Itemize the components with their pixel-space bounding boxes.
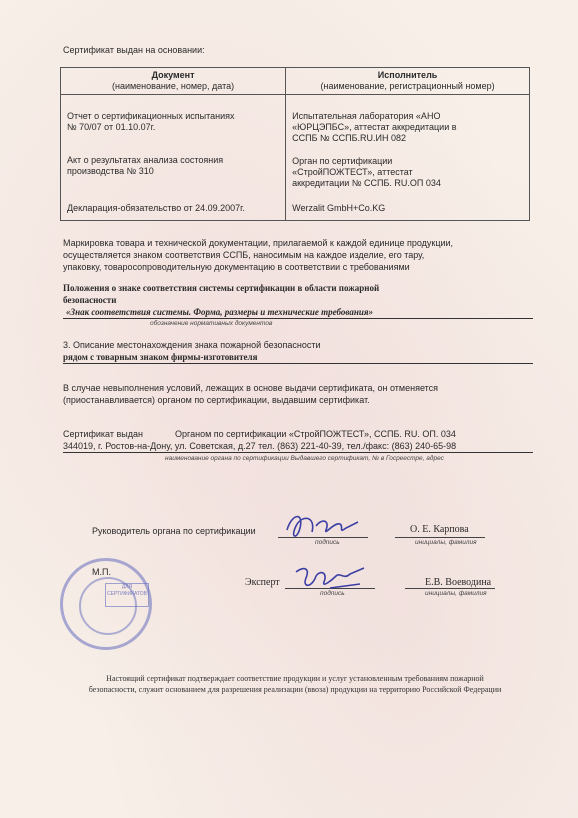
basis-table	[60, 67, 530, 221]
doc-line: Отчет о сертификационных испытаниях	[67, 111, 235, 121]
location-heading: 3. Описание местонахождения знака пожарной безопасности	[63, 340, 321, 350]
document-cell	[61, 95, 286, 221]
exec-line: Орган по сертификации	[292, 156, 393, 166]
issued-value: Органом по сертификации «СтройПОЖТЕСТ», ССПБ. RU. ОП. 034	[175, 429, 456, 439]
marking-line: Маркировка товара и технической документации, прилагаемой к каждой единице продукции,	[63, 238, 454, 248]
col-document-subtitle: (наименование, номер, дата)	[111, 81, 235, 91]
expert-signature-caption: подпись	[320, 590, 345, 597]
footer-line: Настоящий сертификат подтверждает соответствие продукции и услуг установленным требованиям пожарной	[106, 674, 484, 683]
col-document-title: Документ	[151, 70, 195, 80]
regulation-standard: «Знак соответствия системы. Форма, размеры и технические требования»	[63, 306, 533, 319]
head-name: О. Е. Карпова	[410, 524, 469, 535]
doc-line: производства № 310	[67, 166, 154, 176]
footer-text	[40, 673, 550, 695]
expert-name: Е.В. Воеводина	[425, 577, 492, 588]
table-row	[61, 95, 530, 221]
expert-label: Эксперт	[245, 577, 280, 588]
stamp-label: М.П.	[92, 567, 111, 577]
regulation-caption: обозначение нормативных документов	[150, 320, 273, 327]
col-executor-title: Исполнитель	[377, 70, 438, 80]
issued-label: Сертификат выдан	[63, 429, 143, 439]
marking-line: упаковку, товаросопроводительную документацию в соответствии с требованиями	[63, 262, 410, 272]
executor-cell	[286, 95, 530, 221]
expert-name-caption: инициалы, фамилия	[425, 590, 487, 597]
regulation-block	[63, 282, 533, 319]
issued-address: 344019, г. Ростов-на-Дону, ул. Советская, д.27 тел. (863) 221-40-39, тел./факс: (863) 240-65-98	[63, 440, 533, 453]
table-header-row	[61, 68, 530, 95]
location-value: рядом с товарным знаком фирмы-изготовителя	[63, 351, 533, 364]
exec-line: «ЮРЦЭПБС», аттестат аккредитации в	[292, 122, 457, 132]
exec-line: ССПБ № ССПБ.RU.ИН 082	[292, 133, 406, 143]
cancel-line: В случае невыполнения условий, лежащих в основе выдачи сертификата, он отменяется	[63, 383, 439, 393]
regulation-line: Положения о знаке соответствия системы сертификации в области пожарной	[63, 283, 380, 293]
regulation-line: безопасности	[63, 295, 117, 305]
exec-line: аккредитации № ССПБ. RU.ОП 034	[292, 178, 441, 188]
col-executor-header	[286, 68, 530, 95]
exec-line: Испытательная лаборатория «АНО	[292, 111, 441, 121]
cancel-paragraph	[63, 382, 533, 406]
intro-text: Сертификат выдан на основании:	[63, 45, 205, 55]
doc-line: № 70/07 от 01.10.07г.	[67, 122, 156, 132]
head-name-line	[395, 537, 485, 538]
seal-text: ДЛЯ СЕРТИФИКАТОВ	[105, 583, 149, 607]
expert-name-line	[405, 588, 495, 589]
doc-line: Акт о результатах анализа состояния	[67, 155, 224, 165]
marking-paragraph	[63, 237, 533, 273]
exec-line: Werzalit GmbH+Co.KG	[292, 203, 386, 213]
col-executor-subtitle: (наименование, регистрационный номер)	[320, 81, 495, 91]
head-name-caption: инициалы, фамилия	[415, 539, 477, 546]
head-label: Руководитель органа по сертификации	[92, 526, 256, 536]
cancel-line: (приостанавливается) органом по сертификации, выдавшим сертификат.	[63, 395, 370, 405]
exec-line: «СтройПОЖТЕСТ», аттестат	[292, 167, 413, 177]
col-document-header	[61, 68, 286, 95]
doc-line: Декларация-обязательство от 24.09.2007г.	[67, 203, 245, 213]
head-signature-caption: подпись	[315, 539, 340, 546]
marking-line: осуществляется знаком соответствия ССПБ, наносимым на каждое изделие, его тару,	[63, 250, 425, 260]
issued-caption: наименование органа по сертификации Выдавшего сертификат, № в Госреестре, адрес	[165, 455, 444, 462]
footer-line: безопасности, служит основанием для разрешения реализации (ввоза) продукции на территорию Российской Федерации	[88, 685, 502, 694]
